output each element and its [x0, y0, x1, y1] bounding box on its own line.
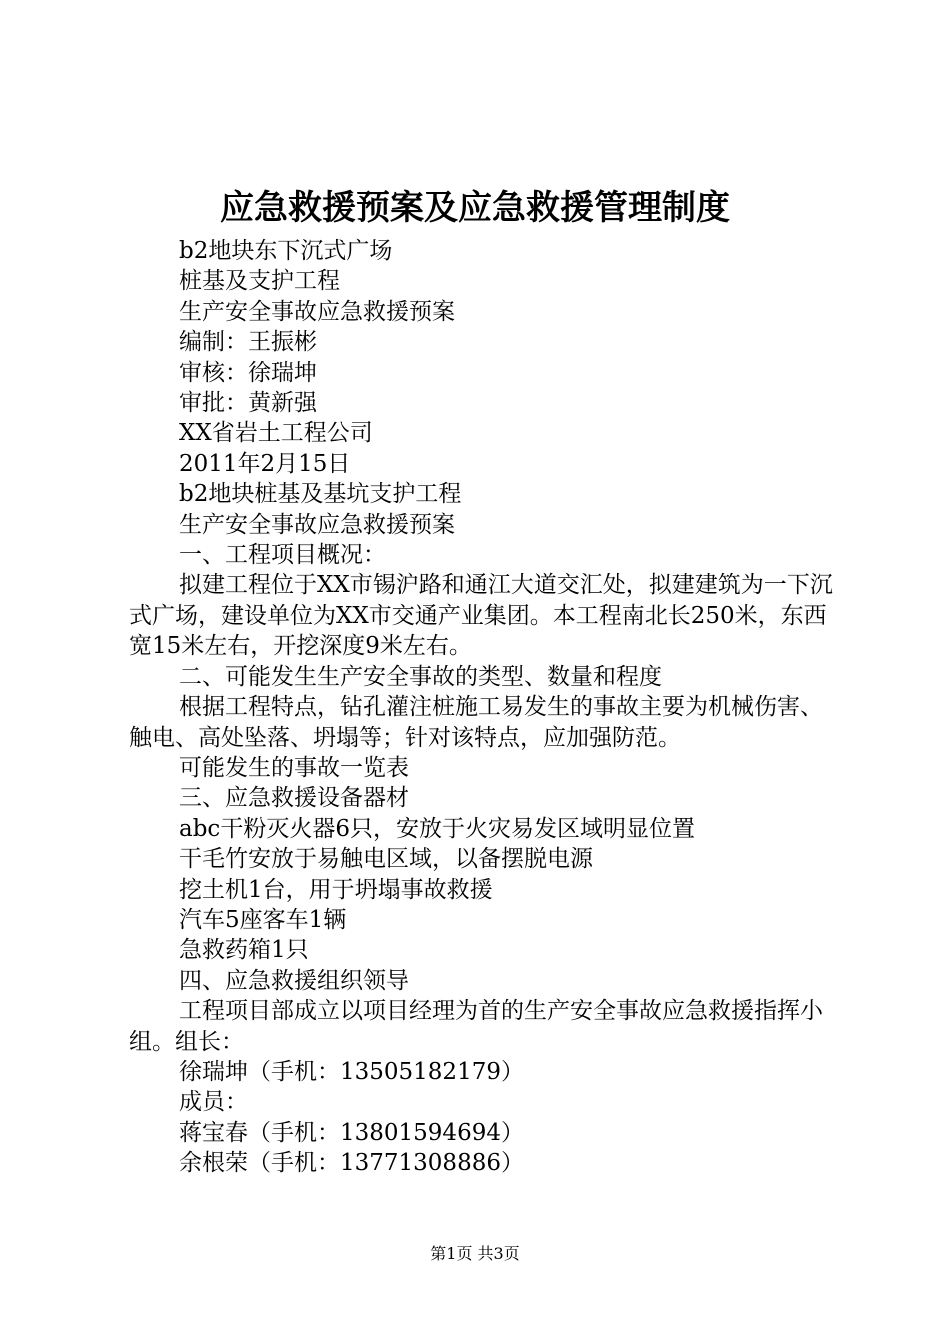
paragraph: 根据工程特点，钻孔灌注桩施工易发生的事故主要为机械伤害、触电、高处坠落、坍塌等；针对该特点，应加强防范。	[129, 694, 823, 751]
list-item: 汽车5座客车1辆	[179, 906, 347, 933]
page-footer: 第1页 共3页	[430, 1244, 520, 1263]
paragraph: 桩基及支护工程	[179, 268, 340, 295]
list-item: 急救药箱1只	[179, 937, 309, 964]
paragraph: 成员：	[179, 1089, 248, 1116]
paragraph: 工程项目部成立以项目经理为首的生产安全事故应急救援指挥小组。组长：	[129, 998, 823, 1055]
section-heading: 二、可能发生生产安全事故的类型、数量和程度	[179, 663, 662, 690]
section-heading: 三、应急救援设备器材	[179, 785, 409, 812]
paragraph: 可能发生的事故一览表	[179, 754, 409, 781]
paragraph: 拟建工程位于XX市锡沪路和通江大道交汇处，拟建建筑为一下沉式广场，建设单位为XX市交通产业集团。本工程南北长250米，东西宽15米左右，开挖深度9米左右。	[129, 572, 833, 660]
paragraph: 审核：徐瑞坤	[179, 359, 317, 386]
paragraph: b2地块桩基及基坑支护工程	[179, 481, 462, 508]
paragraph: 生产安全事故应急救援预案	[179, 298, 455, 325]
contact-entry: 余根荣（手机：13771308886）	[179, 1150, 524, 1177]
paragraph: b2地块东下沉式广场	[179, 238, 393, 264]
contact-entry: 蒋宝春（手机：13801594694）	[179, 1119, 524, 1146]
section-heading: 一、工程项目概况：	[179, 542, 386, 569]
list-item: abc干粉灭火器6只，安放于火灾易发区域明显位置	[179, 815, 695, 842]
paragraph: 生产安全事故应急救援预案	[179, 511, 455, 538]
paragraph: 审批：黄新强	[179, 390, 317, 417]
list-item: 挖土机1台，用于坍塌事故救援	[179, 876, 493, 903]
document-body	[129, 236, 833, 1179]
paragraph: XX省岩土工程公司	[179, 420, 373, 447]
section-heading: 四、应急救援组织领导	[179, 967, 409, 994]
contact-entry: 徐瑞坤（手机：13505182179）	[179, 1058, 524, 1085]
paragraph: 2011年2月15日	[179, 450, 351, 477]
list-item: 干毛竹安放于易触电区域，以备摆脱电源	[179, 846, 593, 873]
paragraph: 编制：王振彬	[179, 329, 317, 356]
document-title: 应急救援预案及应急救援管理制度	[220, 188, 730, 228]
